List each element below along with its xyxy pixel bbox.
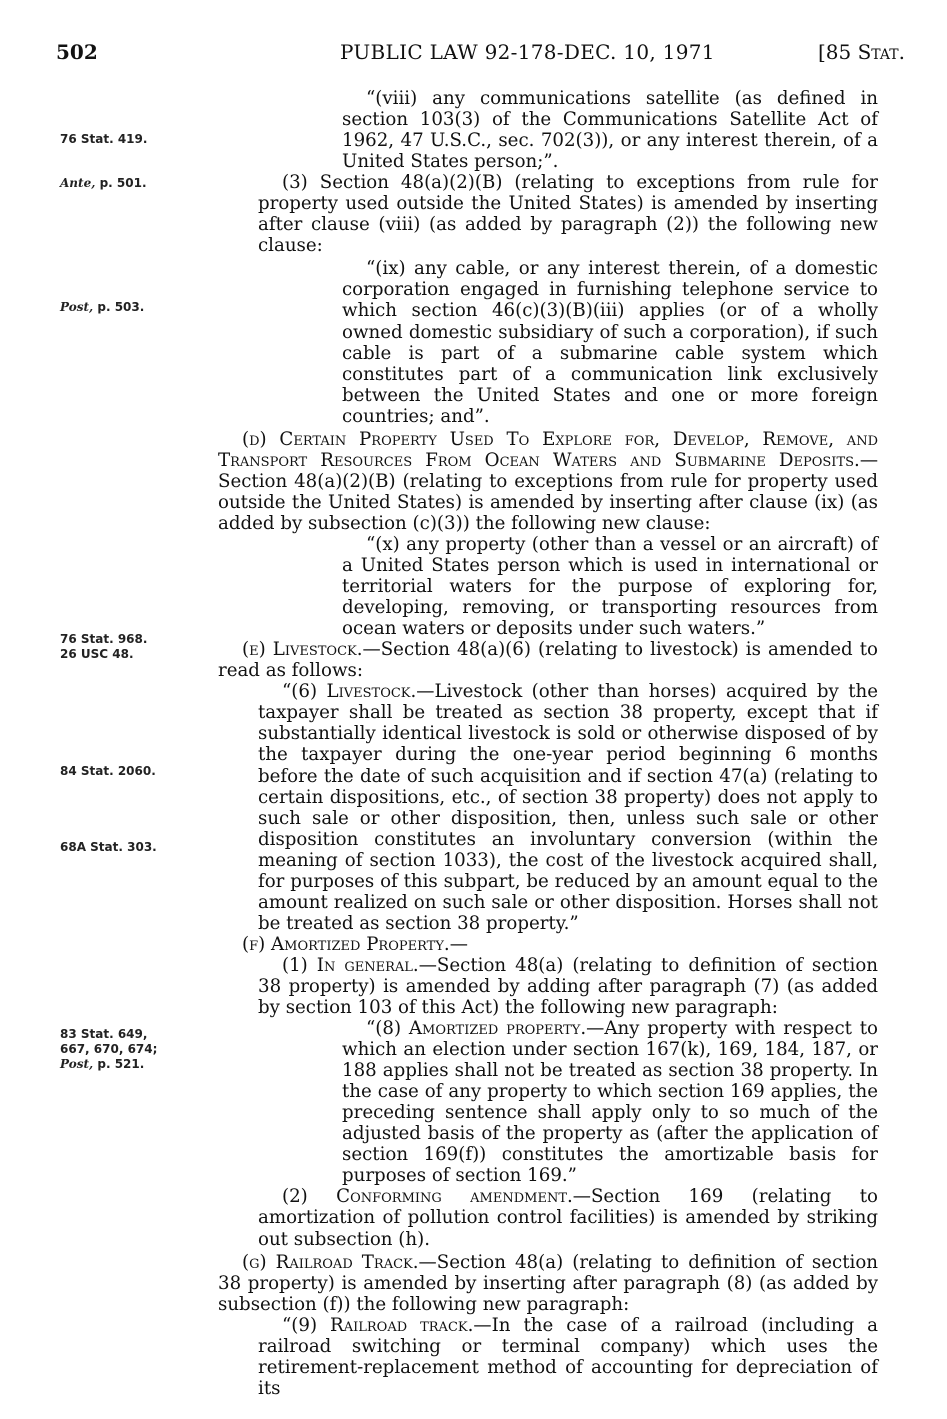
margin-note-italic: Post, <box>60 300 94 314</box>
paragraph-8-amortized <box>218 1018 878 1186</box>
paragraph-8-heading: “(8) Amortized property. <box>366 1018 587 1040</box>
paragraph-f2-text: —Section 169 (relating to amortization of pollution control facilities) is amended by striking out subsection (h). <box>258 1186 878 1250</box>
margin-note-line: 26 USC 48. <box>60 647 134 661</box>
subsection-f <box>218 934 878 955</box>
margin-note <box>60 1027 210 1072</box>
paragraph-6-livestock <box>218 681 878 934</box>
stat-label: Stat. <box>857 40 905 64</box>
stat-bracket: [85 <box>818 40 858 64</box>
subsection-f-dash: — <box>449 933 468 955</box>
paragraph-f2 <box>218 1186 878 1249</box>
clause-x: “(x) any property (other than a vessel or an aircraft) of a United States person which is used in international or territorial waters for the purpose of exploring for, developing, removing, or transporting resources from ocean waters or deposits under such waters.” <box>342 533 878 640</box>
paragraph-9-railroad <box>218 1315 878 1399</box>
subsection-e-heading: (e) Livestock. <box>242 639 363 661</box>
paragraph-6-heading: “(6) Livestock. <box>282 681 417 703</box>
running-head: PUBLIC LAW 92-178-DEC. 10, 1971 <box>340 40 715 64</box>
clause-viii: “(viii) any communications satellite (as defined in section 103(3) of the Communications Satellite Act of 1962, 47 U.S.C., sec. 702(3)), or any interest therein, of a United States person;”. <box>342 88 878 173</box>
margin-note-line: 76 Stat. 968. <box>60 632 148 646</box>
margin-note-italic: Ante, <box>60 176 96 190</box>
paragraph-9-text: —In the case of a railroad (including a railroad switching or terminal company) which uses the retirement-replacement method of accounting for depreciation of its <box>258 1314 878 1399</box>
paragraph-c3: (3) Section 48(a)(2)(B) (relating to exceptions from rule for property used outside the United States) is amended by inserting after clause (viii) (as added by paragraph (2)) the following new clause: <box>258 172 878 257</box>
paragraph-f1-heading: (1) In general. <box>282 954 419 976</box>
paragraph-9-heading: “(9) Railroad track. <box>282 1314 474 1336</box>
paragraph-6-text: —Livestock (other than horses) acquired by the taxpayer shall be treated as section 38 property, except that if substantially identical livestock is sold or otherwise disposed of by the taxpayer during the one-year period beginning 6 months before the date of such acquisition and if section 47(a) (relating to certain dispositions, etc., of section 38 property) does not apply to such sale or other disposition, then, unless such sale or other disposition constitutes an involuntary conversion (within the meaning of section 1033), the cost of the livestock acquired shall, for purposes of this subpart, be reduced by an amount equal to the amount realized on such sale or other disposition. Horses shall not be treated as section 38 property.” <box>258 681 878 934</box>
margin-note <box>60 632 210 662</box>
margin-note <box>60 132 210 147</box>
margin-note-italic: Post, <box>60 1057 94 1071</box>
subsection-d <box>218 429 878 534</box>
margin-note <box>60 300 210 315</box>
stat-reference <box>818 40 905 64</box>
subsection-g-text: —Section 48(a) (relating to definition of section 38 property) is amended by inserting after paragraph (8) (as added by subsection (f)) the following new paragraph: <box>218 1251 878 1315</box>
margin-note-line: 76 Stat. 419. <box>60 132 148 146</box>
page-number: 502 <box>56 40 98 64</box>
margin-note <box>60 764 210 779</box>
paragraph-f1 <box>218 955 878 1018</box>
paragraph-f2-heading: (2) Conforming amendment. <box>282 1186 573 1208</box>
subsection-g <box>218 1252 878 1315</box>
margin-note-line: 84 Stat. 2060. <box>60 764 156 778</box>
paragraph-8-text: —Any property with respect to which an election under section 167(k), 169, 184, 187, or 188 applies shall not be treated as section 38 property. In the case of any property to which section 169 applies, the preceding sentence shall apply only to so much of the adjusted basis of the property as (after the application of section 169(f)) constitutes the amortizable basis for purposes of section 169.” <box>342 1018 879 1187</box>
margin-note-line: 83 Stat. 649, <box>60 1027 148 1041</box>
paragraph-f1-text: —Section 48(a) (relating to definition of section 38 property) is amended by adding after paragraph (7) (as added by section 103 of this Act) the following new paragraph: <box>258 954 879 1019</box>
subsection-d-text: —Section 48(a)(2)(B) (relating to exceptions from rule for property used outside the United States) is amended by inserting after clause (ix) (as added by subsection (c)(3)) the following new clause: <box>218 449 878 534</box>
subsection-e-text: —Section 48(a)(6) (relating to livestock) is amended to read as follows: <box>218 639 878 682</box>
subsection-g-heading: (g) Railroad Track. <box>242 1251 419 1273</box>
statute-text <box>218 88 878 1399</box>
clause-ix: “(ix) any cable, or any interest therein, of a domestic corporation engaged in furnishing telephone service to which section 46(c)(3)(B)(iii) applies (or of a wholly owned domestic subsidiary of such a corporation), if such cable is part of a submarine cable system which constitutes part of a communication link exclusively between the United States and one or more foreign countries; and”. <box>342 258 878 427</box>
margin-note-line: 667, 670, 674; <box>60 1042 158 1056</box>
margin-note <box>60 176 210 191</box>
subsection-f-heading: (f) Amortized Property. <box>242 933 450 955</box>
margin-note-line: p. 503. <box>97 300 145 314</box>
margin-note-line: p. 501. <box>99 176 147 190</box>
margin-note-line: p. 521. <box>97 1057 145 1071</box>
subsection-d-heading: (d) Certain Property Used To Explore for, Develop, Remove, and Transport Resources From Ocean Waters and Submarine Deposits. <box>218 428 878 471</box>
margin-note <box>60 840 210 855</box>
margin-note-line: 68A Stat. 303. <box>60 840 157 854</box>
subsection-e <box>218 639 878 681</box>
